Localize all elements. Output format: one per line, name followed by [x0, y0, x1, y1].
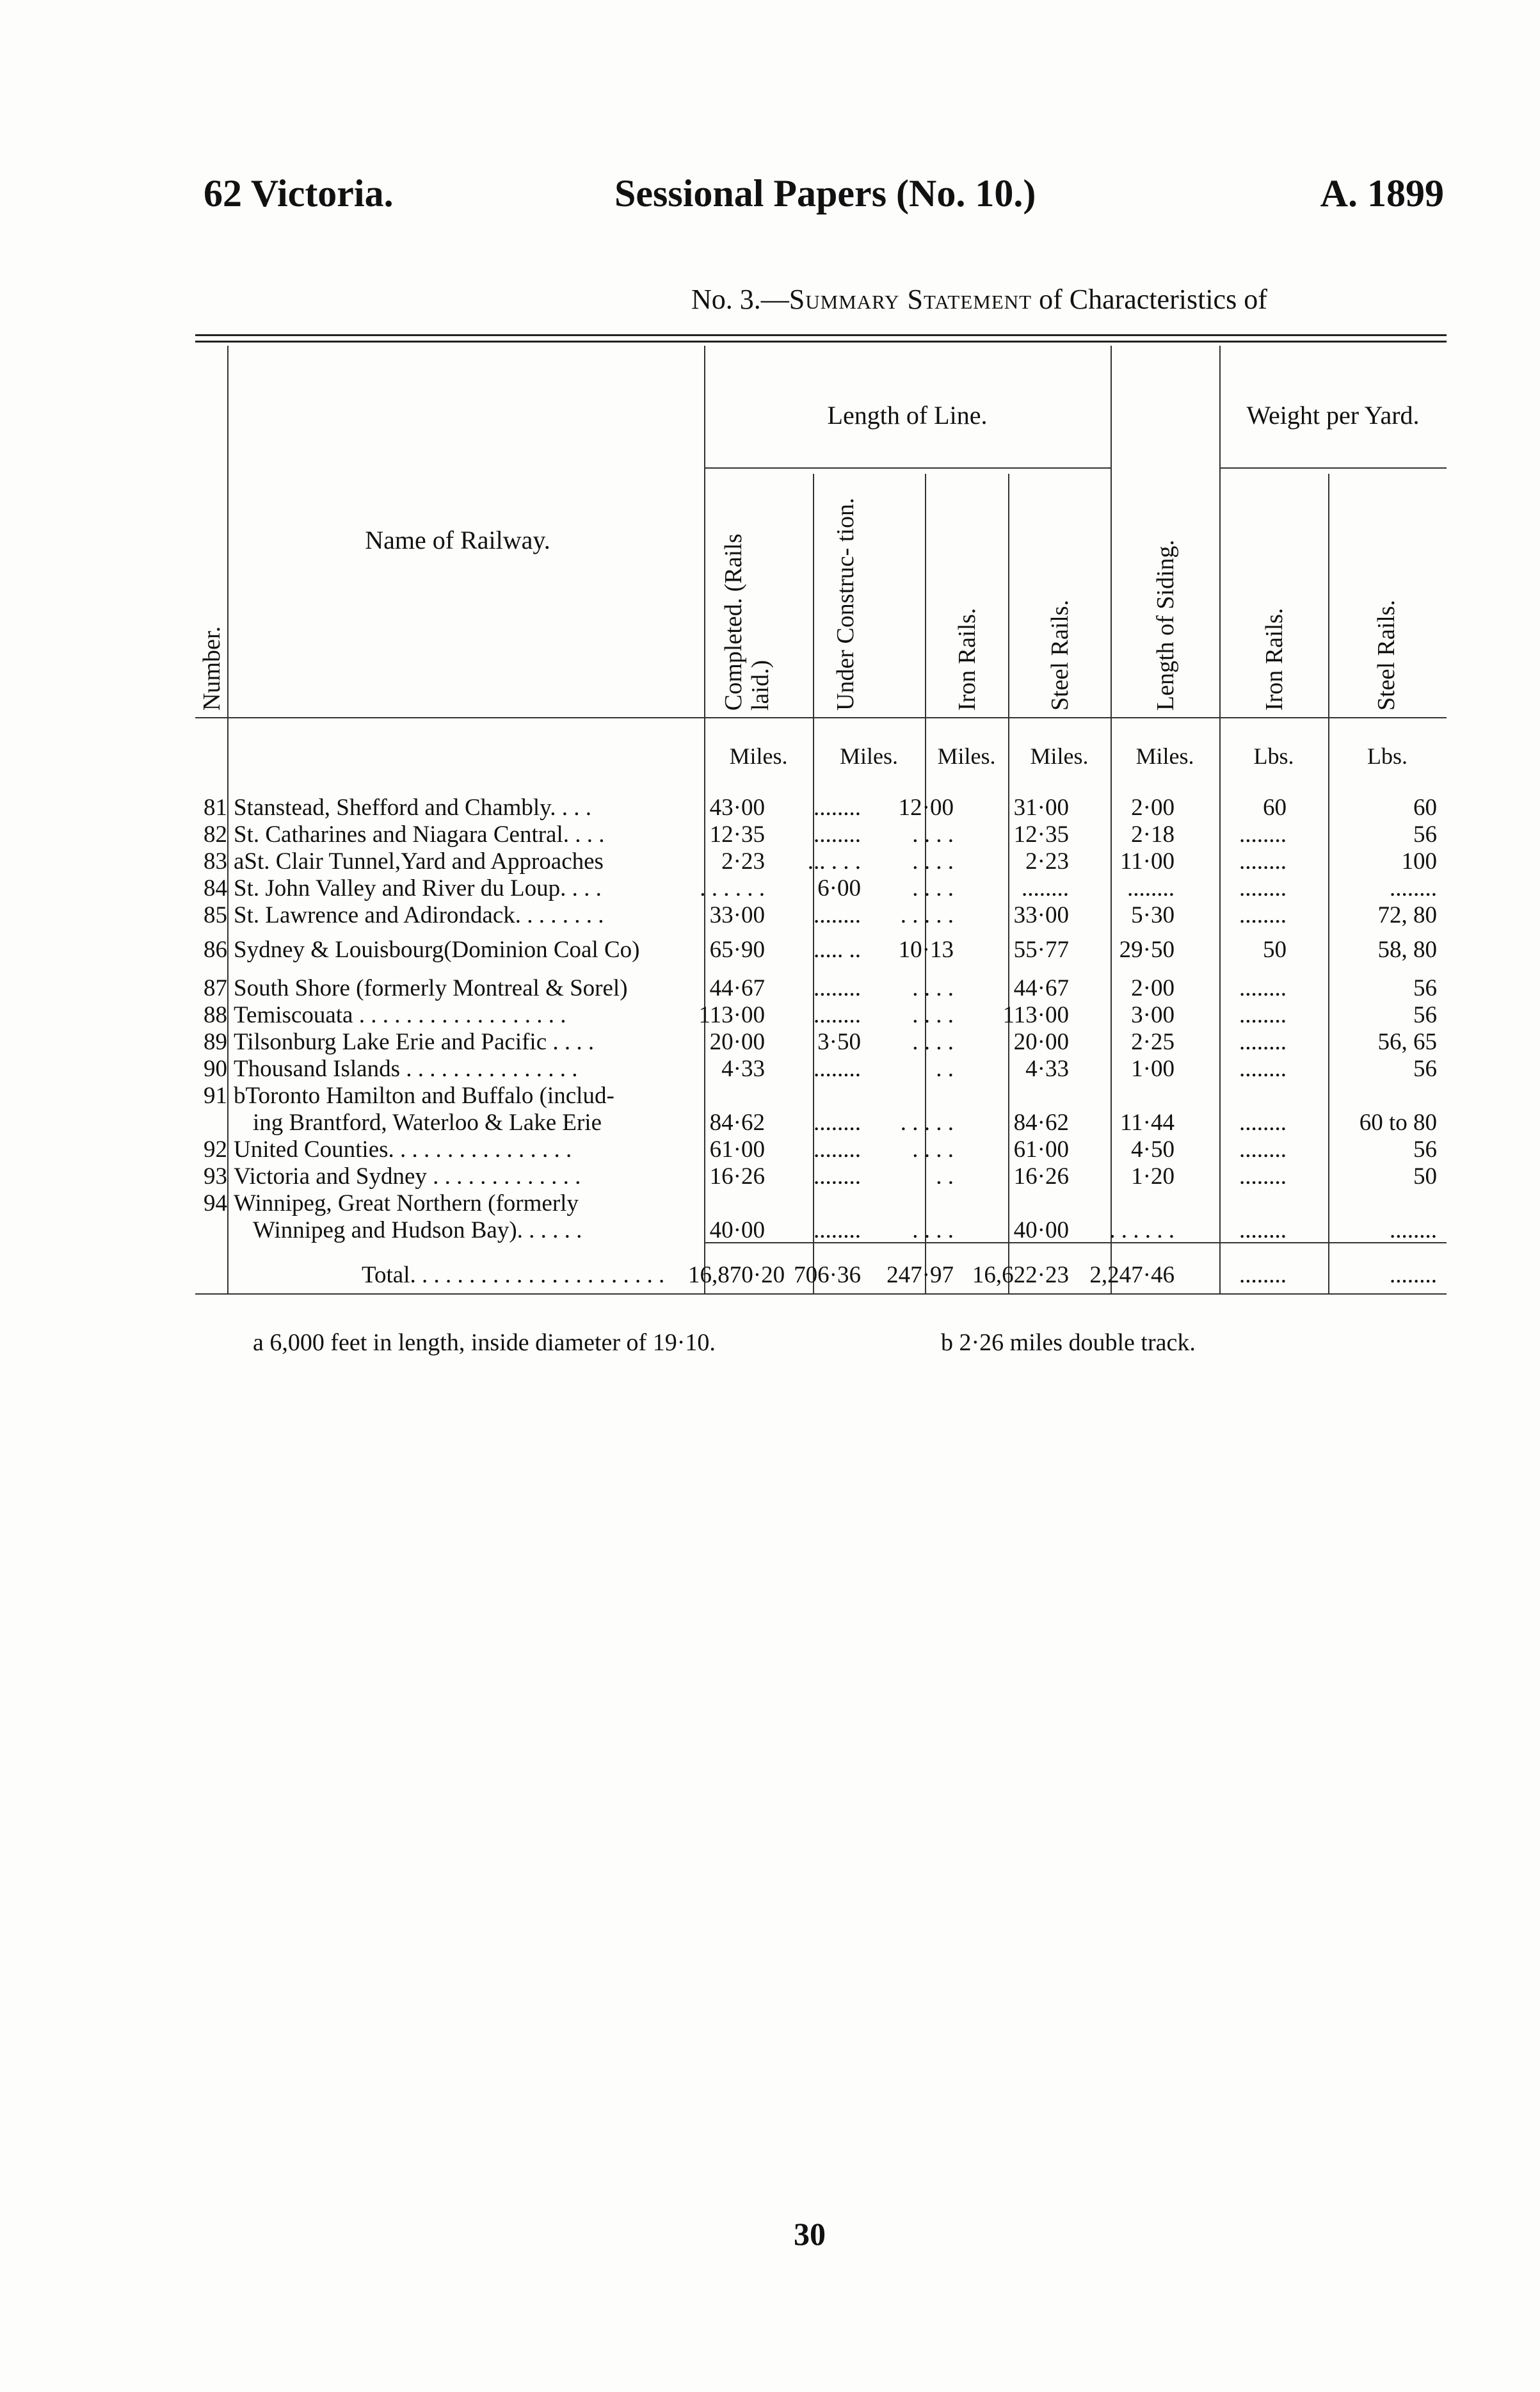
railway-name: aSt. Clair Tunnel,Yard and Approaches: [234, 848, 604, 875]
steel-weight-value: 60: [1413, 795, 1437, 821]
steel-rails-value: ........: [1022, 875, 1069, 901]
siding-value: 5·30: [1131, 902, 1175, 928]
completed-value: 65·90: [709, 937, 765, 963]
iron-rails-value: . . . .: [912, 975, 954, 1001]
total-iron-rails: 247·97: [886, 1262, 954, 1288]
steel-weight-value: 56: [1413, 1136, 1437, 1163]
row-number: 89: [204, 1029, 227, 1055]
iron-weight-value: ........: [1239, 1110, 1287, 1136]
railway-name: St. John Valley and River du Loup. . . .: [234, 875, 602, 901]
siding-value: 11·44: [1120, 1110, 1175, 1136]
iron-rails-value: . . . . .: [900, 902, 954, 928]
steel-rails-value: 113·00: [1002, 1002, 1069, 1028]
completed-value: 84·62: [709, 1110, 765, 1136]
iron-weight-value: ........: [1239, 902, 1287, 928]
siding-value: 4·50: [1131, 1136, 1175, 1163]
table-row: [195, 901, 1447, 927]
total-steel-rails: 16,622·23: [972, 1262, 1069, 1288]
iron-rails-value: . .: [936, 1056, 954, 1082]
steel-weight-value: 60 to 80: [1359, 1110, 1437, 1136]
completed-value: 4·33: [721, 1056, 765, 1082]
unit-label: Lbs.: [1253, 743, 1294, 769]
completed-value: 12·35: [709, 821, 765, 848]
unit-label: Miles.: [937, 743, 996, 769]
steel-rails-value: 16·26: [1013, 1163, 1069, 1190]
total-steel-weight: ........: [1390, 1262, 1437, 1288]
unit-label: Miles.: [1135, 743, 1194, 769]
total-row: [195, 1261, 1447, 1287]
siding-value: 1·00: [1131, 1056, 1175, 1082]
iron-weight-value: ........: [1239, 1002, 1287, 1028]
steel-weight-value: 58, 80: [1377, 937, 1437, 963]
table-row: [195, 794, 1447, 820]
row-number: 85: [204, 902, 227, 928]
iron-weight-header: Iron Rails.: [1261, 608, 1288, 711]
row-number: 90: [204, 1056, 227, 1082]
iron-weight-value: ........: [1239, 1136, 1287, 1163]
railway-name: ing Brantford, Waterloo & Lake Erie: [253, 1110, 602, 1136]
steel-weight-value: 56, 65: [1377, 1029, 1437, 1055]
row-number: 93: [204, 1163, 227, 1190]
unit-label: Miles.: [1030, 743, 1089, 769]
table-row: [195, 1082, 1447, 1108]
siding-value: 2·25: [1131, 1029, 1175, 1055]
row-number: 84: [204, 875, 227, 901]
unit-label: Miles.: [729, 743, 788, 769]
length-of-line-header: Length of Line.: [827, 401, 988, 430]
railway-name: bToronto Hamilton and Buffalo (includ-: [234, 1083, 614, 1109]
page-number: 30: [794, 2216, 826, 2252]
steel-rails-value: 84·62: [1013, 1110, 1069, 1136]
siding-value: 2·00: [1131, 795, 1175, 821]
iron-rails-value: . . . .: [912, 1029, 954, 1055]
unit-label: Lbs.: [1367, 743, 1408, 769]
iron-weight-value: ........: [1239, 848, 1287, 875]
steel-weight-value: 100: [1401, 848, 1437, 875]
under-construction-value: ........: [814, 821, 861, 848]
under-construction-value: ... . . .: [807, 848, 861, 875]
steel-rails-value: 12·35: [1013, 821, 1069, 848]
steel-rails-header: Steel Rails.: [1047, 599, 1073, 711]
row-number: 94: [204, 1190, 227, 1216]
iron-rails-value: 12·00: [898, 795, 954, 821]
iron-weight-value: ........: [1239, 1163, 1287, 1190]
header-left: 62 Victoria.: [204, 172, 394, 214]
steel-rails-value: 33·00: [1013, 902, 1069, 928]
iron-rails-value: . . . . .: [900, 1110, 954, 1136]
railway-name: Winnipeg and Hudson Bay). . . . . .: [253, 1217, 582, 1243]
railway-name: South Shore (formerly Montreal & Sorel): [234, 975, 628, 1001]
under-construction-value: ..... ..: [814, 937, 861, 963]
siding-value: . . . . . .: [1109, 1217, 1175, 1243]
completed-value: 61·00: [709, 1136, 765, 1163]
steel-rails-value: 61·00: [1013, 1136, 1069, 1163]
completed-header: Completed. (Rails laid.): [720, 533, 774, 711]
under-construction-value: ........: [814, 1163, 861, 1190]
footnote-a: a 6,000 feet in length, inside diameter of 19·10.: [253, 1329, 716, 1356]
row-number: 88: [204, 1002, 227, 1028]
iron-weight-value: ........: [1239, 975, 1287, 1001]
railway-name: Temiscouata . . . . . . . . . . . . . . . . . .: [234, 1002, 566, 1028]
iron-rails-value: . . . .: [912, 875, 954, 901]
siding-value: 2·00: [1131, 975, 1175, 1001]
iron-rails-value: . . . .: [912, 1217, 954, 1243]
group-rule: [704, 467, 1111, 469]
steel-weight-value: 56: [1413, 975, 1437, 1001]
under-construction-value: ........: [814, 975, 861, 1001]
railway-name: Winnipeg, Great Northern (formerly: [234, 1190, 579, 1216]
iron-rails-value: . . . .: [912, 848, 954, 875]
under-construction-value: 3·50: [817, 1029, 861, 1055]
iron-rails-header: Iron Rails.: [954, 608, 981, 711]
steel-weight-value: 56: [1413, 821, 1437, 848]
completed-value: 20·00: [709, 1029, 765, 1055]
table-row: [195, 1163, 1447, 1188]
iron-weight-value: 60: [1263, 795, 1287, 821]
total-completed: 16,870·20: [688, 1262, 785, 1288]
completed-value: 113·00: [698, 1002, 765, 1028]
table-row: [195, 821, 1447, 846]
steel-weight-value: ........: [1390, 875, 1437, 901]
name-of-railway-header: Name of Railway.: [365, 526, 550, 554]
railway-name: Victoria and Sydney . . . . . . . . . . . . .: [234, 1163, 581, 1190]
steel-weight-header: Steel Rails.: [1373, 599, 1400, 711]
table-title: [691, 283, 1267, 316]
completed-value: 44·67: [709, 975, 765, 1001]
table-row: [195, 875, 1447, 900]
steel-weight-value: 72, 80: [1377, 902, 1437, 928]
railway-name: St. Lawrence and Adirondack. . . . . . . .: [234, 902, 604, 928]
table-row: [195, 1028, 1447, 1054]
steel-rails-value: 40·00: [1013, 1217, 1069, 1243]
header-right: A. 1899: [1320, 172, 1444, 214]
title-prefix: No. 3.—: [691, 284, 789, 315]
completed-value: . . . . . .: [700, 875, 765, 901]
steel-weight-value: 56: [1413, 1056, 1437, 1082]
completed-value: 33·00: [709, 902, 765, 928]
steel-rails-value: 55·77: [1013, 937, 1069, 963]
table-row: [195, 1190, 1447, 1215]
row-number: 86: [204, 937, 227, 963]
row-number: 83: [204, 848, 227, 875]
iron-weight-value: ........: [1239, 875, 1287, 901]
under-construction-value: ........: [814, 1002, 861, 1028]
table-row: [195, 1109, 1447, 1135]
completed-value: 16·26: [709, 1163, 765, 1190]
summary-table: [195, 346, 1447, 1293]
table-row: [195, 1055, 1447, 1081]
railway-name: United Counties. . . . . . . . . . . . . . . .: [234, 1136, 572, 1163]
siding-value: 11·00: [1120, 848, 1175, 875]
iron-weight-value: ........: [1239, 1217, 1287, 1243]
steel-weight-value: 50: [1413, 1163, 1437, 1190]
table-row: [195, 1001, 1447, 1027]
steel-weight-value: 56: [1413, 1002, 1437, 1028]
top-rule: [195, 334, 1447, 336]
steel-weight-value: ........: [1390, 1217, 1437, 1243]
siding-value: 2·18: [1131, 821, 1175, 848]
steel-rails-value: 31·00: [1013, 795, 1069, 821]
completed-value: 40·00: [709, 1217, 765, 1243]
header-rule: [195, 717, 1447, 718]
title-suffix: of Characteristics of: [1032, 284, 1267, 315]
under-construction-value: ........: [814, 1136, 861, 1163]
steel-rails-value: 2·23: [1025, 848, 1069, 875]
title-smallcaps: Summary Statement: [789, 284, 1032, 315]
railway-name: Thousand Islands . . . . . . . . . . . . . . .: [234, 1056, 578, 1082]
header-center: Sessional Papers (No. 10.): [614, 172, 1036, 214]
length-of-siding-header: Length of Siding.: [1152, 539, 1179, 711]
unit-label: Miles.: [839, 743, 898, 769]
siding-value: 29·50: [1119, 937, 1175, 963]
footnote-b: b 2·26 miles double track.: [941, 1329, 1196, 1356]
row-number: 81: [204, 795, 227, 821]
table-row: [195, 974, 1447, 1000]
row-number: 91: [204, 1083, 227, 1109]
iron-weight-value: 50: [1263, 937, 1287, 963]
group-rule: [1219, 467, 1447, 469]
iron-rails-value: 10·13: [898, 937, 954, 963]
railway-name: Sydney & Louisbourg(Dominion Coal Co): [234, 937, 640, 963]
under-construction-value: ........: [814, 902, 861, 928]
railway-name: St. Catharines and Niagara Central. . . .: [234, 821, 605, 848]
under-construction-value: ........: [814, 795, 861, 821]
siding-value: 3·00: [1131, 1002, 1175, 1028]
completed-value: 43·00: [709, 795, 765, 821]
steel-rails-value: 44·67: [1013, 975, 1069, 1001]
completed-value: 2·23: [721, 848, 765, 875]
top-rule-double: [195, 341, 1447, 343]
table-row: [195, 936, 1447, 962]
total-label: Total. . . . . . . . . . . . . . . . . . . . . .: [362, 1262, 665, 1288]
iron-rails-value: . .: [936, 1163, 954, 1190]
iron-rails-value: . . . .: [912, 1136, 954, 1163]
iron-rails-value: . . . .: [912, 821, 954, 848]
steel-rails-value: 20·00: [1013, 1029, 1069, 1055]
steel-rails-value: 4·33: [1025, 1056, 1069, 1082]
total-under-construction: 706·36: [794, 1262, 861, 1288]
siding-value: 1·20: [1131, 1163, 1175, 1190]
iron-weight-value: ........: [1239, 1029, 1287, 1055]
iron-weight-value: ........: [1239, 821, 1287, 848]
iron-weight-value: ........: [1239, 1056, 1287, 1082]
iron-rails-value: . . . .: [912, 1002, 954, 1028]
number-header: Number.: [198, 626, 225, 711]
total-iron-weight: ........: [1239, 1262, 1287, 1288]
table-row: [195, 848, 1447, 873]
railway-name: Tilsonburg Lake Erie and Pacific . . . .: [234, 1029, 595, 1055]
under-construction-header: Under Construc- tion.: [832, 497, 859, 711]
under-construction-value: 6·00: [817, 875, 861, 901]
row-number: 92: [204, 1136, 227, 1163]
bottom-rule: [195, 1293, 1447, 1295]
under-construction-value: ........: [814, 1217, 861, 1243]
siding-value: ........: [1127, 875, 1175, 901]
under-construction-value: ........: [814, 1110, 861, 1136]
table-row: [195, 1216, 1447, 1242]
table-row: [195, 1136, 1447, 1161]
weight-per-yard-header: Weight per Yard.: [1246, 401, 1420, 430]
railway-name: Stanstead, Shefford and Chambly. . . .: [234, 795, 592, 821]
total-siding: 2,247·46: [1089, 1262, 1175, 1288]
under-construction-value: ........: [814, 1056, 861, 1082]
row-number: 87: [204, 975, 227, 1001]
row-number: 82: [204, 821, 227, 848]
